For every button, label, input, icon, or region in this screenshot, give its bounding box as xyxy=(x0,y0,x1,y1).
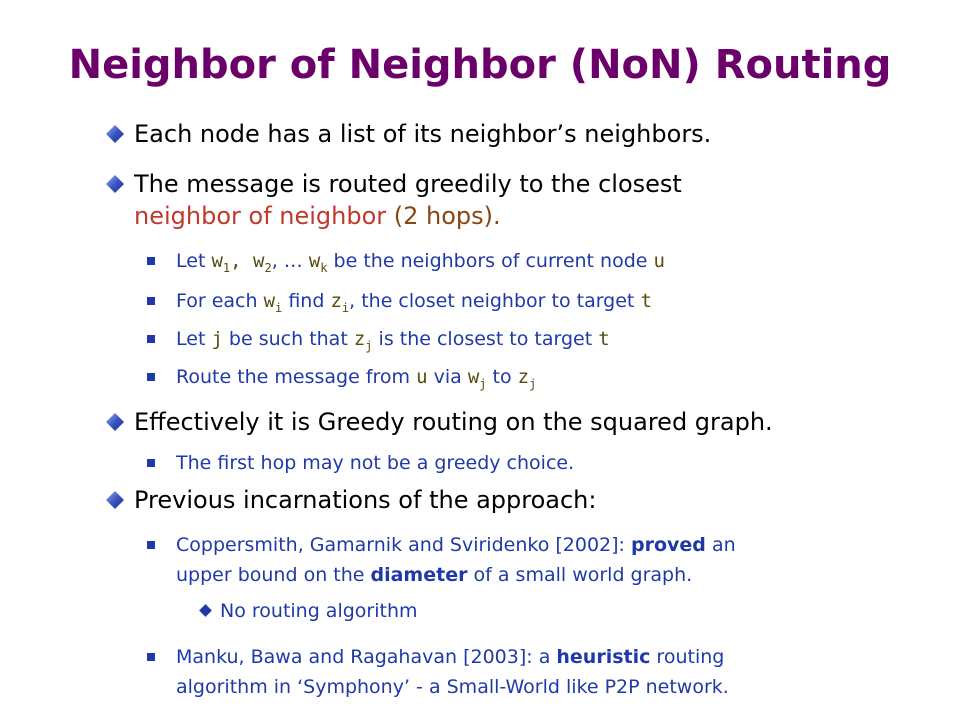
small-diamond-bullet-icon xyxy=(199,604,212,617)
sub-bullet-route: Route the message from u via $w_j$ to $z_j$ xyxy=(176,364,536,397)
diamond-bullet-icon xyxy=(106,491,124,509)
diamond-bullet-icon xyxy=(106,175,124,193)
highlight-non: neighbor of neighbor xyxy=(134,202,387,230)
sub-bullet-neighbors: Let $w_1$, $w_2$, … $w_k$ be the neighbors of current node u xyxy=(176,248,665,281)
square-bullet-icon xyxy=(147,541,155,549)
square-bullet-icon xyxy=(147,373,155,381)
sub-bullet-let-j: Let j be such that $z_j$ is the closest to target t xyxy=(176,326,610,359)
diamond-bullet-icon xyxy=(106,413,124,431)
sub-bullet-coppersmith: Coppersmith, Gamarnik and Sviridenko [2002]: proved an upper bound on the diameter of a small world graph. xyxy=(176,532,736,588)
sub-bullet-manku: Manku, Bawa and Ragahavan [2003]: a heuristic routing algorithm in ‘Symphony’ - a Small-World like P2P network. xyxy=(176,644,729,700)
square-bullet-icon xyxy=(147,653,155,661)
bullet-neighbor-list: Each node has a list of its neighbor’s neighbors. xyxy=(134,118,711,150)
square-bullet-icon xyxy=(147,257,155,265)
diamond-bullet-icon xyxy=(106,125,124,143)
sub-bullet-first-hop: The first hop may not be a greedy choice. xyxy=(176,450,574,476)
bullet-greedy-routing: The message is routed greedily to the closest neighbor of neighbor (2 hops). xyxy=(134,168,682,232)
bullet-previous-incarnations: Previous incarnations of the approach: xyxy=(134,484,596,516)
square-bullet-icon xyxy=(147,297,155,305)
slide-title: Neighbor of Neighbor (NoN) Routing xyxy=(68,42,892,88)
sub-sub-bullet-no-routing: No routing algorithm xyxy=(220,598,418,624)
square-bullet-icon xyxy=(147,459,155,467)
square-bullet-icon xyxy=(147,335,155,343)
sub-bullet-find-z: For each $w_i$ find $z_i$, the closet neighbor to target t xyxy=(176,288,652,321)
bullet-squared-graph: Effectively it is Greedy routing on the squared graph. xyxy=(134,406,773,438)
